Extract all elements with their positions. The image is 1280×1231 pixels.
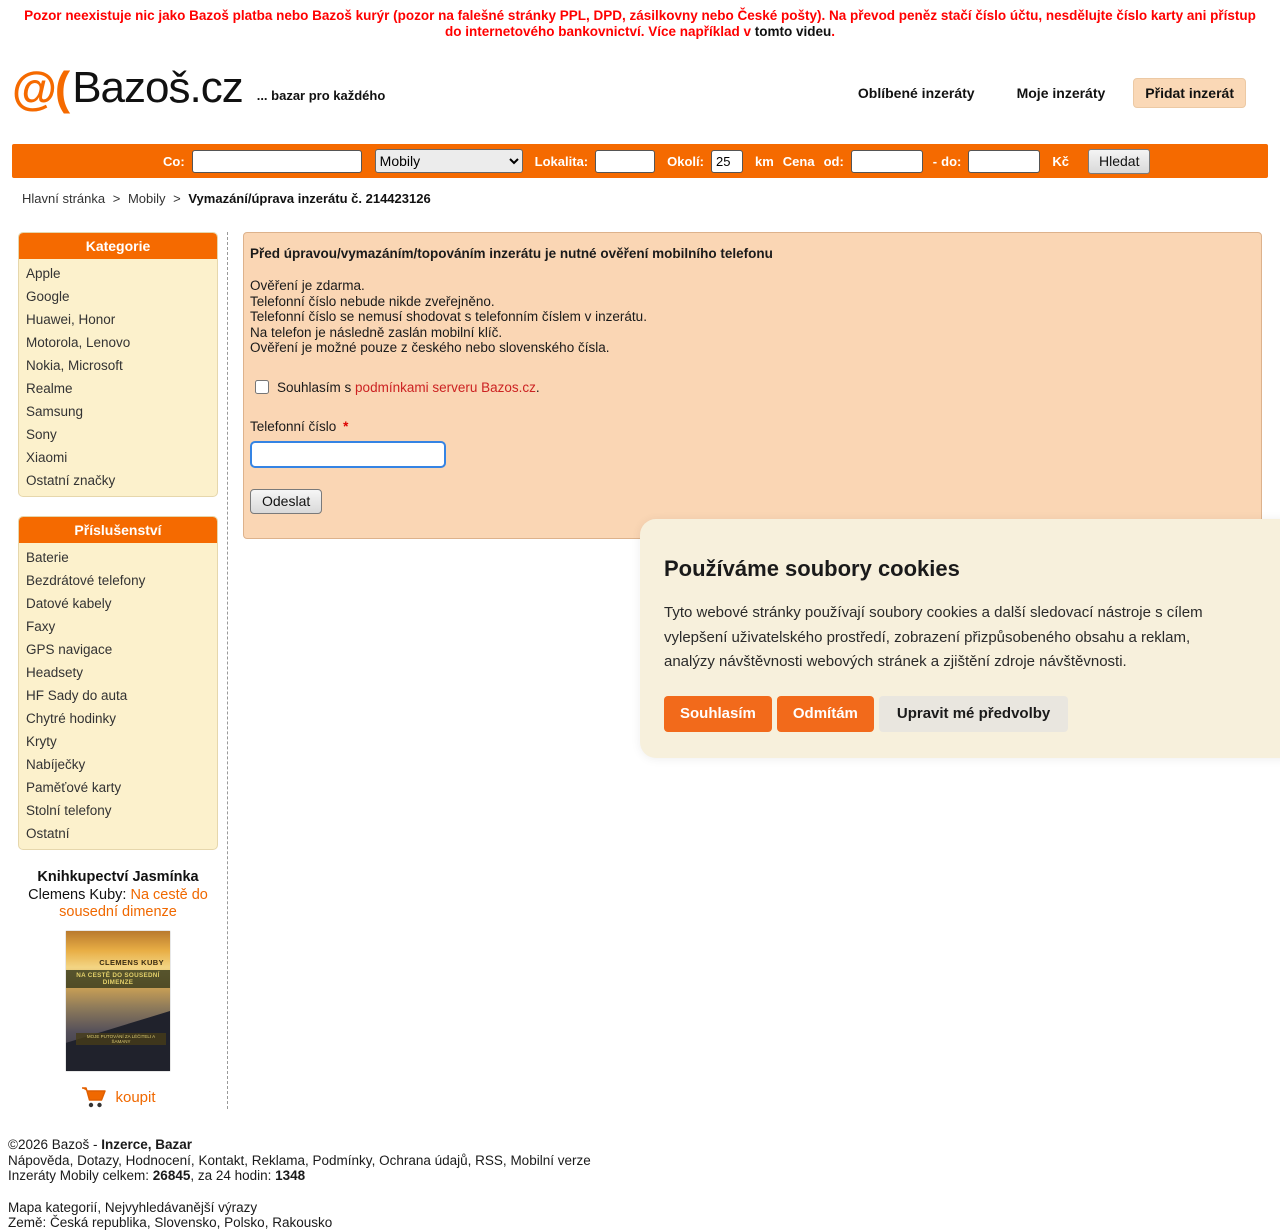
cookie-dialog-title: Používáme soubory cookies bbox=[664, 556, 960, 581]
cookie-buttons-row bbox=[664, 696, 1274, 732]
book-author-prefix: Clemens Kuby: bbox=[28, 887, 131, 903]
book-cover-subtitle: MOJE PUTOVÁNÍ ZA LÉČITELI A ŠAMANY bbox=[76, 1033, 166, 1045]
accessories-panel-title: Příslušenství bbox=[19, 517, 217, 543]
categories-list bbox=[19, 259, 217, 496]
fraud-warning-text: Pozor neexistuje nic jako Bazoš platba nebo Bazoš kurýr (pozor na falešné stránky PPL, DPD, zásilkovny nebo České pošty). Na převod peněz stačí číslo účtu, nesdělujte číslo karty ani přístup do internetového bankovnictví. Více například v bbox=[24, 8, 1256, 39]
book-cover-author: CLEMENS KUBY bbox=[99, 958, 164, 967]
bazos-logo-text: Bazoš.cz bbox=[72, 63, 243, 112]
search-what-label: Co: bbox=[163, 153, 185, 169]
accessory-list-item bbox=[19, 822, 217, 845]
stats-prefix: Inzeráty Mobily celkem: bbox=[8, 1168, 153, 1184]
accessory-link[interactable]: Stolní telefony bbox=[26, 803, 112, 818]
footer-link[interactable]: RSS , bbox=[475, 1153, 510, 1168]
site-tagline: ... bazar pro každého bbox=[256, 88, 386, 103]
locality-input[interactable] bbox=[595, 150, 655, 173]
locality-label: Lokalita: bbox=[534, 153, 589, 169]
send-button[interactable]: Odeslat bbox=[250, 489, 322, 514]
book-cover-title: NA CESTĚ DO SOUSEDNÍ DIMENZE bbox=[66, 970, 170, 988]
fraud-warning-suffix: . bbox=[831, 24, 836, 39]
accessory-list-item bbox=[19, 569, 217, 592]
footer-link[interactable]: Hodnocení , bbox=[126, 1153, 199, 1168]
accessory-link[interactable]: Ostatní bbox=[26, 826, 70, 841]
verification-info-lines bbox=[250, 278, 1255, 356]
stats-total: 26845 bbox=[152, 1168, 191, 1184]
phone-label-row bbox=[250, 419, 1255, 434]
stats-mid: , za 24 hodin: bbox=[190, 1168, 276, 1184]
breadcrumb-home-link[interactable]: Hlavní stránka bbox=[22, 191, 106, 206]
footer-gap bbox=[8, 1184, 1280, 1200]
category-link[interactable]: Samsung bbox=[26, 404, 84, 419]
footer-link[interactable]: Nápověda , bbox=[8, 1153, 77, 1168]
consent-checkbox[interactable] bbox=[255, 380, 269, 394]
sidebar bbox=[18, 232, 218, 1109]
accessory-list-item bbox=[19, 546, 217, 569]
cookie-consent-dialog bbox=[640, 519, 1280, 758]
footer-map-link[interactable]: Nejvyhledávanější výrazy bbox=[104, 1199, 258, 1215]
breadcrumb-separator: > bbox=[173, 191, 181, 206]
phone-verification-panel bbox=[243, 232, 1262, 539]
radius-input[interactable] bbox=[711, 150, 743, 173]
footer-map-link[interactable]: Mapa kategorií , bbox=[8, 1200, 105, 1215]
category-list-item bbox=[19, 446, 217, 469]
search-button[interactable]: Hledat bbox=[1088, 149, 1150, 174]
accessory-link[interactable]: Kryty bbox=[26, 734, 57, 749]
book-title-link[interactable]: Na cestě do sousední dimenze bbox=[59, 887, 208, 920]
verification-title: Před úpravou/vymazáním/topováním inzerátu je nutné ověření mobilního telefonu bbox=[250, 246, 773, 261]
breadcrumb-current: Vymazání/úprava inzerátu č. 214423126 bbox=[188, 191, 431, 206]
country-link[interactable]: Česká republika , bbox=[50, 1215, 154, 1230]
accessory-link[interactable]: HF Sady do auta bbox=[26, 688, 128, 703]
bookshop-ad bbox=[18, 869, 218, 1109]
terms-link[interactable]: podmínkami serveru Bazos.cz bbox=[355, 379, 536, 395]
bazos-logo-icon: @( bbox=[12, 62, 69, 114]
accessory-link[interactable]: GPS navigace bbox=[26, 642, 113, 657]
accessory-link[interactable]: Paměťové karty bbox=[26, 780, 122, 795]
shopping-cart-icon bbox=[80, 1085, 108, 1109]
price-from-label: od: bbox=[823, 153, 844, 169]
cookie-accept-button[interactable]: Souhlasím bbox=[664, 696, 772, 732]
accessory-list-item bbox=[19, 638, 217, 661]
verification-info-line: Telefonní číslo se nemusí shodovat s telefonním číslem v inzerátu. bbox=[250, 309, 647, 325]
stats-line bbox=[8, 1168, 1280, 1184]
consent-suffix: . bbox=[535, 379, 540, 395]
accessory-link[interactable]: Nabíječky bbox=[26, 757, 86, 772]
phone-label: Telefonní číslo bbox=[250, 418, 337, 434]
consent-row bbox=[250, 380, 1255, 395]
countries-line bbox=[8, 1215, 1280, 1231]
my-ads-link[interactable]: Moje inzeráty bbox=[1016, 85, 1106, 101]
footer-link[interactable]: Podmínky , bbox=[313, 1153, 380, 1168]
radius-label: Okolí: bbox=[667, 153, 704, 169]
copyright-prefix: ©2026 Bazoš - bbox=[8, 1137, 102, 1152]
verification-info-line: Telefonní číslo nebude nikde zveřejněno. bbox=[250, 293, 495, 309]
country-link[interactable]: Rakousko bbox=[272, 1215, 333, 1231]
consent-prefix: Souhlasím s bbox=[277, 379, 356, 395]
page-header bbox=[12, 64, 1268, 130]
verification-info-line: Na telefon je následně zaslán mobilní klíč. bbox=[250, 324, 503, 340]
category-link[interactable]: Huawei, Honor bbox=[26, 312, 116, 327]
country-links bbox=[50, 1215, 332, 1230]
category-list-item bbox=[19, 285, 217, 308]
currency-label: Kč bbox=[1052, 153, 1069, 169]
footer-link[interactable]: Dotazy , bbox=[77, 1153, 126, 1168]
footer-map-links bbox=[8, 1200, 257, 1215]
fraud-warning-banner bbox=[0, 0, 1280, 46]
price-label: Cena bbox=[782, 153, 815, 169]
verification-info-line: Ověření je možné pouze z českého nebo slovenského čísla. bbox=[250, 340, 610, 356]
price-to-input[interactable] bbox=[968, 150, 1040, 173]
category-list-item bbox=[19, 331, 217, 354]
category-link[interactable]: Nokia, Microsoft bbox=[26, 358, 123, 373]
category-list-item bbox=[19, 262, 217, 285]
buy-link[interactable]: koupit bbox=[115, 1088, 156, 1106]
accessory-link[interactable]: Bezdrátové telefony bbox=[26, 573, 146, 588]
categories-panel bbox=[18, 232, 218, 497]
category-list-item bbox=[19, 354, 217, 377]
add-ad-button[interactable]: Přidat inzerát bbox=[1133, 78, 1246, 108]
cookie-reject-button[interactable]: Odmítám bbox=[777, 696, 874, 732]
accessory-link[interactable]: Chytré hodinky bbox=[26, 711, 117, 726]
footer-links bbox=[8, 1153, 591, 1168]
category-link[interactable]: Realme bbox=[26, 381, 73, 396]
bookshop-name: Knihkupectví Jasmínka bbox=[37, 869, 199, 885]
category-select[interactable] bbox=[375, 149, 523, 173]
km-label: km bbox=[754, 153, 774, 169]
search-input[interactable] bbox=[192, 150, 362, 173]
cookie-dialog-text: Tyto webové stránky používají soubory cookies a další sledovací nástroje s cílem vylepšení uživatelského prostředí, zobrazení přizpůsobeného obsahu a reklam, analýzy návštěvnosti webových stránek a zjištění zdroje návštěvnosti. bbox=[664, 604, 1203, 670]
copyright-line bbox=[8, 1137, 1280, 1153]
accessory-list-item bbox=[19, 799, 217, 822]
breadcrumb-separator: > bbox=[112, 191, 121, 206]
page-footer bbox=[8, 1137, 1280, 1231]
countries-prefix: Země: bbox=[8, 1215, 51, 1231]
consent-label bbox=[277, 380, 540, 395]
accessory-list-item bbox=[19, 661, 217, 684]
accessory-list-item bbox=[19, 753, 217, 776]
category-link[interactable]: Apple bbox=[26, 266, 61, 281]
country-link[interactable]: Polsko , bbox=[224, 1215, 272, 1230]
category-list-item bbox=[19, 423, 217, 446]
accessory-link[interactable]: Faxy bbox=[26, 619, 56, 634]
category-link[interactable]: Sony bbox=[26, 427, 57, 442]
category-link[interactable]: Motorola, Lenovo bbox=[26, 335, 131, 350]
price-dash: - bbox=[932, 153, 938, 169]
category-link[interactable]: Google bbox=[26, 289, 70, 304]
accessory-link[interactable]: Headsety bbox=[26, 665, 84, 680]
copyright-bold: Inzerce, Bazar bbox=[101, 1137, 193, 1152]
category-list-item bbox=[19, 308, 217, 331]
footer-link[interactable]: Reklama , bbox=[252, 1153, 313, 1168]
verification-info-line: Ověření je zdarma. bbox=[250, 278, 365, 293]
accessory-link[interactable]: Baterie bbox=[26, 550, 69, 565]
search-bar bbox=[12, 144, 1268, 178]
favorites-link[interactable]: Oblíbené inzeráty bbox=[857, 85, 975, 101]
header-nav bbox=[816, 78, 1246, 108]
breadcrumb-category-link[interactable]: Mobily bbox=[127, 191, 166, 206]
accessories-panel bbox=[18, 516, 218, 850]
accessory-list-item bbox=[19, 776, 217, 799]
accessory-list-item bbox=[19, 592, 217, 615]
required-asterisk: * bbox=[343, 418, 349, 434]
accessories-list bbox=[19, 543, 217, 849]
category-list-item bbox=[19, 377, 217, 400]
price-to-label: do: bbox=[941, 153, 962, 169]
accessory-link[interactable]: Datové kabely bbox=[26, 596, 112, 611]
category-link[interactable]: Ostatní značky bbox=[26, 473, 116, 488]
footer-link[interactable]: Ochrana údajů , bbox=[379, 1153, 475, 1168]
accessory-list-item bbox=[19, 684, 217, 707]
footer-link[interactable]: Mobilní verze bbox=[510, 1152, 591, 1168]
accessory-list-item bbox=[19, 615, 217, 638]
accessory-list-item bbox=[19, 707, 217, 730]
warning-video-link[interactable]: tomto videu bbox=[754, 24, 832, 39]
phone-number-input[interactable] bbox=[250, 441, 446, 468]
footer-link[interactable]: Kontakt , bbox=[198, 1153, 251, 1168]
cookie-customize-button[interactable]: Upravit mé předvolby bbox=[879, 696, 1068, 732]
sidebar-divider bbox=[227, 232, 228, 1109]
category-list-item bbox=[19, 469, 217, 492]
stats-24h: 1348 bbox=[275, 1168, 306, 1184]
breadcrumb bbox=[22, 191, 1280, 206]
book-cover-image[interactable] bbox=[66, 931, 170, 1071]
book-author-line bbox=[18, 887, 218, 921]
buy-row bbox=[18, 1085, 218, 1109]
category-link[interactable]: Xiaomi bbox=[26, 450, 68, 465]
category-list-item bbox=[19, 400, 217, 423]
country-link[interactable]: Slovensko , bbox=[154, 1215, 224, 1230]
accessory-list-item bbox=[19, 730, 217, 753]
categories-panel-title: Kategorie bbox=[19, 233, 217, 259]
price-from-input[interactable] bbox=[851, 150, 923, 173]
